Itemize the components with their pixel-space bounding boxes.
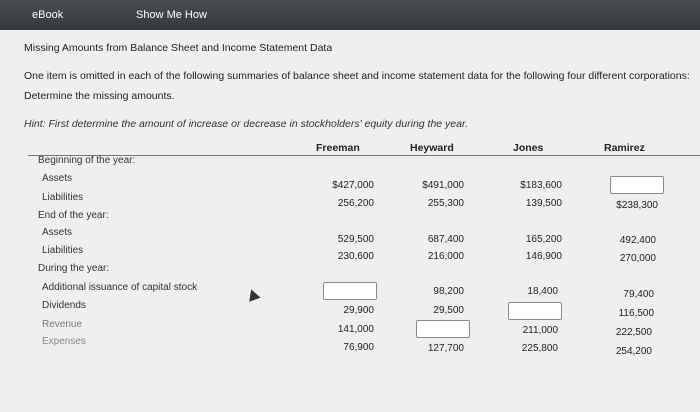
ramirez-end-liabilities: 270,000 <box>619 253 656 264</box>
ramirez-end-assets: 492,400 <box>619 235 656 246</box>
row-label-dividends: Dividends <box>42 300 86 311</box>
heyward-end-assets: 687,400 <box>427 234 464 245</box>
jones-end-assets: 165,200 <box>525 234 562 245</box>
jones-dividends-input[interactable] <box>508 302 562 320</box>
row-label-assets: Assets <box>42 173 73 184</box>
row-label-end: End of the year: <box>38 210 109 221</box>
heyward-issuance: 98,200 <box>433 286 464 297</box>
mouse-cursor-icon <box>245 287 260 301</box>
jones-revenue: 211,000 <box>522 325 558 336</box>
jones-beginning-liabilities: 139,500 <box>525 198 562 209</box>
show-me-how-tab[interactable]: Show Me How <box>136 9 207 21</box>
freeman-beginning-liabilities: 256,200 <box>337 198 374 209</box>
task-text: Determine the missing amounts. <box>24 90 175 102</box>
freeman-end-assets: 529,500 <box>337 234 374 245</box>
heyward-end-liabilities: 216,000 <box>427 251 464 262</box>
freeman-issuance-input[interactable] <box>323 282 377 300</box>
ramirez-beginning-assets-input[interactable] <box>610 176 664 194</box>
row-label-liabilities: Liabilities <box>42 192 84 203</box>
row-label-liabilities-end: Liabilities <box>42 245 84 256</box>
ramirez-revenue: 222,500 <box>615 327 652 338</box>
heyward-beginning-liabilities: 255,300 <box>427 198 464 209</box>
ramirez-expenses: 254,200 <box>615 346 652 357</box>
jones-issuance: 18,400 <box>527 286 558 297</box>
row-label-issuance: Additional issuance of capital stock <box>42 282 198 293</box>
heyward-dividends: 29,500 <box>433 305 464 316</box>
row-label-expenses: Expenses <box>42 336 86 347</box>
ebook-tab[interactable]: eBook <box>32 9 64 21</box>
column-header-ramirez: Ramirez <box>604 142 645 154</box>
column-header-heyward: Heyward <box>410 142 454 154</box>
freeman-revenue: 141,000 <box>337 324 374 335</box>
heyward-revenue-input[interactable] <box>416 320 470 338</box>
problem-title: Missing Amounts from Balance Sheet and Income Statement Data <box>24 42 333 54</box>
row-label-beginning: Beginning of the year: <box>38 155 136 166</box>
freeman-dividends: 29,900 <box>343 305 374 316</box>
freeman-end-liabilities: 230,600 <box>337 251 374 262</box>
row-label-assets-end: Assets <box>42 227 73 238</box>
instructions-text: One item is omitted in each of the following summaries of balance sheet and income statement data for the following four different corporations: <box>24 70 690 82</box>
freeman-expenses: 76,900 <box>343 342 374 353</box>
ramirez-beginning-liabilities: $238,300 <box>616 200 658 211</box>
row-label-during: During the year: <box>38 263 110 274</box>
hint-text: Hint: First determine the amount of increase or decrease in stockholders' equity during the year. <box>24 118 469 130</box>
heyward-expenses: 127,700 <box>427 343 464 354</box>
jones-expenses: 225,800 <box>521 343 558 354</box>
row-label-revenue: Revenue <box>42 319 83 330</box>
ramirez-dividends: 116,500 <box>618 308 654 319</box>
top-toolbar <box>0 0 700 30</box>
heyward-beginning-assets: $491,000 <box>422 180 464 191</box>
column-header-freeman: Freeman <box>316 142 360 154</box>
jones-beginning-assets: $183,600 <box>520 180 562 191</box>
column-header-jones: Jones <box>513 142 544 154</box>
freeman-beginning-assets: $427,000 <box>332 180 374 191</box>
problem-content <box>0 30 700 412</box>
ramirez-issuance: 79,400 <box>623 289 654 300</box>
jones-end-liabilities: 146,900 <box>525 251 562 262</box>
